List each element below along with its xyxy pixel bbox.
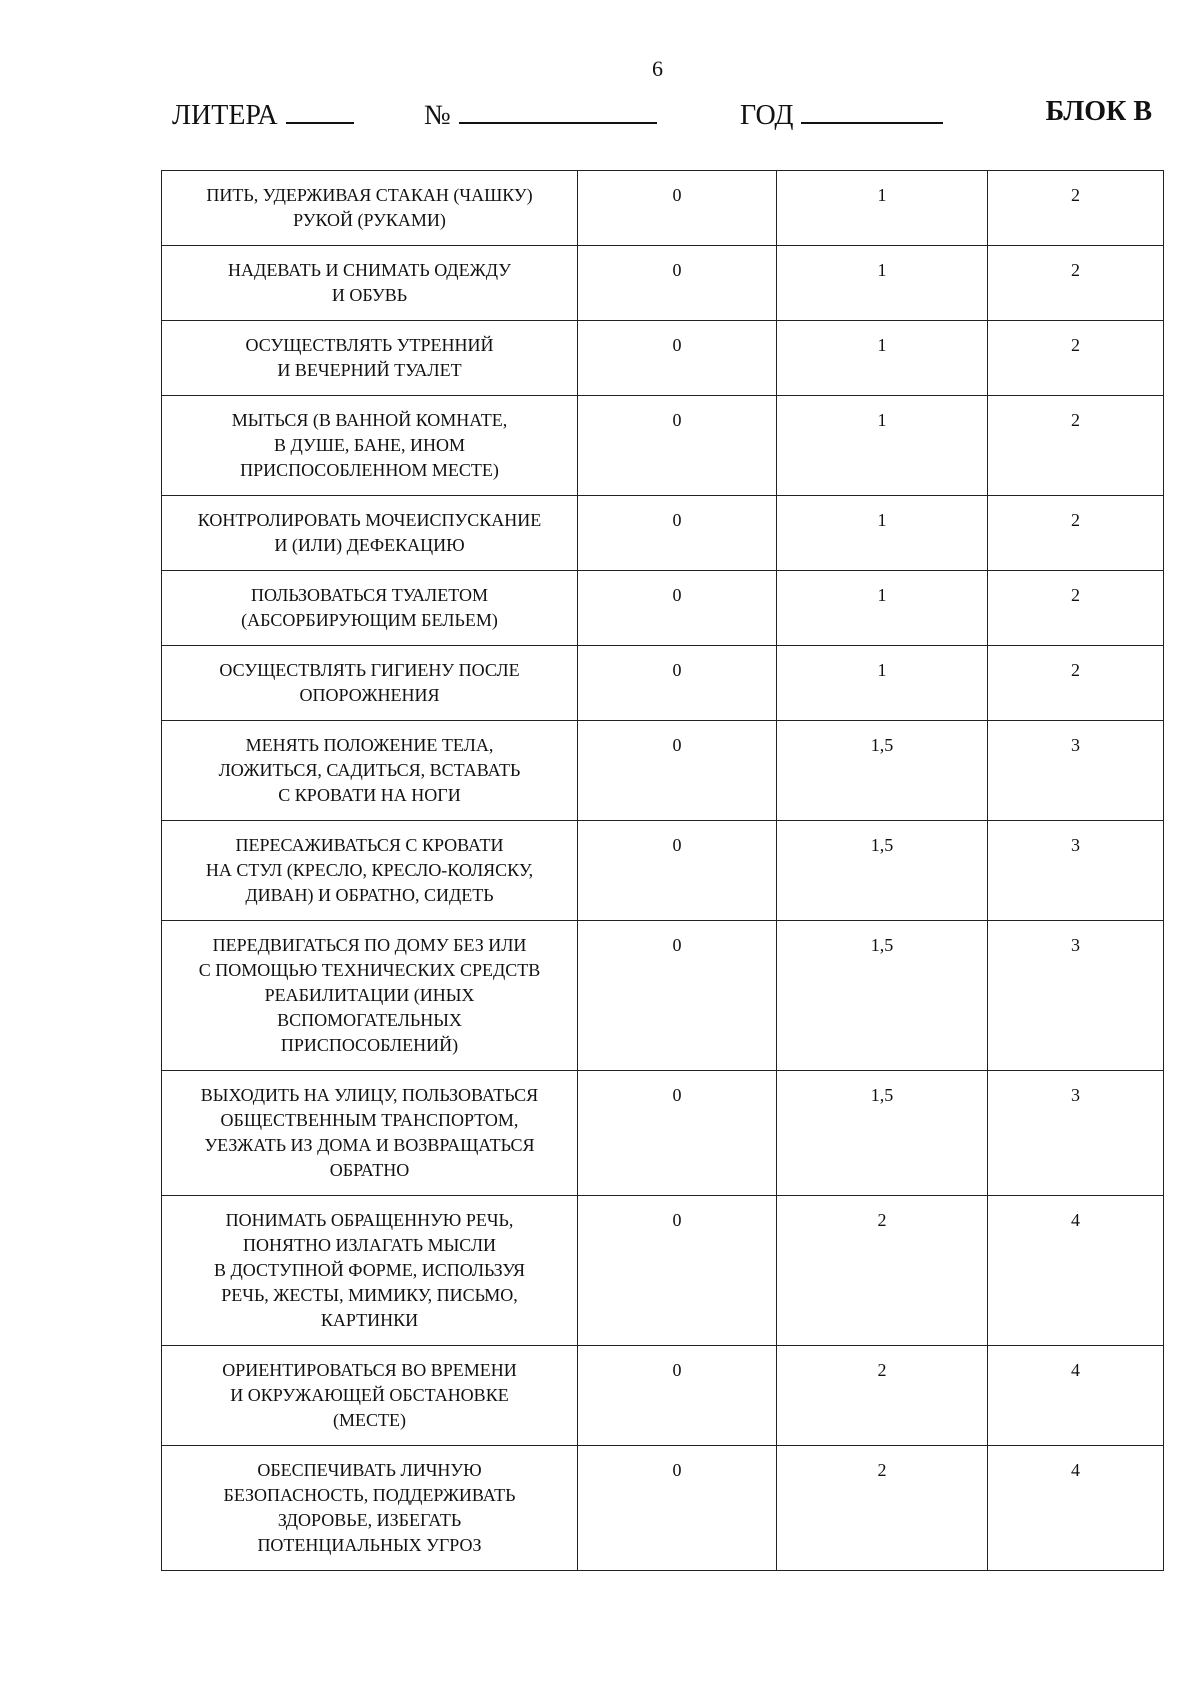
- score-cell-c: 3: [988, 721, 1164, 821]
- criterion-label: ВЫХОДИТЬ НА УЛИЦУ, ПОЛЬЗОВАТЬСЯ ОБЩЕСТВЕННЫМ ТРАНСПОРТОМ, УЕЗЖАТЬ ИЗ ДОМА И ВОЗВРАЩАТЬСЯ ОБРАТНО: [162, 1071, 578, 1196]
- score-cell-a: 0: [578, 321, 777, 396]
- score-cell-c: 2: [988, 321, 1164, 396]
- table-row: [162, 921, 1164, 1071]
- criterion-label: ОСУЩЕСТВЛЯТЬ УТРЕННИЙ И ВЕЧЕРНИЙ ТУАЛЕТ: [162, 321, 578, 396]
- litera-field: [172, 96, 354, 132]
- criterion-label: ОРИЕНТИРОВАТЬСЯ ВО ВРЕМЕНИ И ОКРУЖАЮЩЕЙ ОБСТАНОВКЕ (МЕСТЕ): [162, 1346, 578, 1446]
- criteria-table: [161, 170, 1164, 1571]
- score-cell-c: 3: [988, 1071, 1164, 1196]
- score-cell-c: 4: [988, 1446, 1164, 1571]
- number-blank-line: [459, 96, 657, 124]
- table-row: [162, 1196, 1164, 1346]
- score-cell-b: 1: [777, 496, 988, 571]
- score-cell-c: 2: [988, 396, 1164, 496]
- criterion-label: МЫТЬСЯ (В ВАННОЙ КОМНАТЕ, В ДУШЕ, БАНЕ, ИНОМ ПРИСПОСОБЛЕННОМ МЕСТЕ): [162, 396, 578, 496]
- score-cell-a: 0: [578, 396, 777, 496]
- table-row: [162, 171, 1164, 246]
- table-row: [162, 1446, 1164, 1571]
- score-cell-b: 1,5: [777, 721, 988, 821]
- score-cell-c: 2: [988, 646, 1164, 721]
- year-field: [740, 96, 943, 132]
- block-label: БЛОК В: [1045, 96, 1152, 127]
- score-cell-a: 0: [578, 496, 777, 571]
- score-cell-c: 2: [988, 246, 1164, 321]
- table-row: [162, 246, 1164, 321]
- score-cell-a: 0: [578, 171, 777, 246]
- number-label: №: [424, 100, 451, 131]
- table-row: [162, 321, 1164, 396]
- score-cell-c: 2: [988, 171, 1164, 246]
- table-row: [162, 396, 1164, 496]
- table-row: [162, 496, 1164, 571]
- criterion-label: ПОНИМАТЬ ОБРАЩЕННУЮ РЕЧЬ, ПОНЯТНО ИЗЛАГАТЬ МЫСЛИ В ДОСТУПНОЙ ФОРМЕ, ИСПОЛЬЗУЯ РЕЧЬ, ЖЕСТЫ, МИМИКУ, ПИСЬМО, КАРТИНКИ: [162, 1196, 578, 1346]
- criterion-label: ПИТЬ, УДЕРЖИВАЯ СТАКАН (ЧАШКУ) РУКОЙ (РУКАМИ): [162, 171, 578, 246]
- score-cell-b: 2: [777, 1346, 988, 1446]
- score-cell-b: 1,5: [777, 1071, 988, 1196]
- score-cell-a: 0: [578, 646, 777, 721]
- score-cell-c: 3: [988, 821, 1164, 921]
- criterion-label: ПЕРЕДВИГАТЬСЯ ПО ДОМУ БЕЗ ИЛИ С ПОМОЩЬЮ ТЕХНИЧЕСКИХ СРЕДСТВ РЕАБИЛИТАЦИИ (ИНЫХ ВСПОМОГАТЕЛЬНЫХ ПРИСПОСОБЛЕНИЙ): [162, 921, 578, 1071]
- score-cell-b: 1: [777, 321, 988, 396]
- score-cell-b: 1: [777, 246, 988, 321]
- litera-label: ЛИТЕРА: [172, 100, 278, 131]
- criterion-label: ПОЛЬЗОВАТЬСЯ ТУАЛЕТОМ (АБСОРБИРУЮЩИМ БЕЛЬЕМ): [162, 571, 578, 646]
- table-row: [162, 646, 1164, 721]
- score-cell-a: 0: [578, 1446, 777, 1571]
- score-cell-b: 1: [777, 171, 988, 246]
- score-cell-a: 0: [578, 1071, 777, 1196]
- score-cell-b: 1: [777, 571, 988, 646]
- page-number: 6: [652, 56, 663, 81]
- score-cell-a: 0: [578, 921, 777, 1071]
- score-cell-c: 2: [988, 496, 1164, 571]
- number-field: [424, 96, 657, 132]
- litera-blank-line: [286, 96, 354, 124]
- criterion-label: ОСУЩЕСТВЛЯТЬ ГИГИЕНУ ПОСЛЕ ОПОРОЖНЕНИЯ: [162, 646, 578, 721]
- criterion-label: ОБЕСПЕЧИВАТЬ ЛИЧНУЮ БЕЗОПАСНОСТЬ, ПОДДЕРЖИВАТЬ ЗДОРОВЬЕ, ИЗБЕГАТЬ ПОТЕНЦИАЛЬНЫХ УГРОЗ: [162, 1446, 578, 1571]
- year-blank-line: [801, 96, 943, 124]
- score-cell-c: 4: [988, 1196, 1164, 1346]
- score-cell-a: 0: [578, 246, 777, 321]
- score-cell-a: 0: [578, 1346, 777, 1446]
- score-cell-b: 1: [777, 646, 988, 721]
- criterion-label: НАДЕВАТЬ И СНИМАТЬ ОДЕЖДУ И ОБУВЬ: [162, 246, 578, 321]
- table-row: [162, 1071, 1164, 1196]
- score-cell-a: 0: [578, 721, 777, 821]
- criterion-label: МЕНЯТЬ ПОЛОЖЕНИЕ ТЕЛА, ЛОЖИТЬСЯ, САДИТЬСЯ, ВСТАВАТЬ С КРОВАТИ НА НОГИ: [162, 721, 578, 821]
- score-cell-b: 1,5: [777, 821, 988, 921]
- score-cell-b: 1: [777, 396, 988, 496]
- score-cell-c: 4: [988, 1346, 1164, 1446]
- score-cell-b: 2: [777, 1446, 988, 1571]
- table-row: [162, 721, 1164, 821]
- table-row: [162, 821, 1164, 921]
- score-cell-c: 3: [988, 921, 1164, 1071]
- score-cell-a: 0: [578, 821, 777, 921]
- table-row: [162, 1346, 1164, 1446]
- score-cell-c: 2: [988, 571, 1164, 646]
- score-cell-b: 1,5: [777, 921, 988, 1071]
- form-header: [172, 96, 1152, 136]
- criterion-label: КОНТРОЛИРОВАТЬ МОЧЕИСПУСКАНИЕ И (ИЛИ) ДЕФЕКАЦИЮ: [162, 496, 578, 571]
- score-cell-a: 0: [578, 571, 777, 646]
- score-cell-b: 2: [777, 1196, 988, 1346]
- table-row: [162, 571, 1164, 646]
- year-label: ГОД: [740, 100, 794, 131]
- criterion-label: ПЕРЕСАЖИВАТЬСЯ С КРОВАТИ НА СТУЛ (КРЕСЛО, КРЕСЛО-КОЛЯСКУ, ДИВАН) И ОБРАТНО, СИДЕТЬ: [162, 821, 578, 921]
- score-cell-a: 0: [578, 1196, 777, 1346]
